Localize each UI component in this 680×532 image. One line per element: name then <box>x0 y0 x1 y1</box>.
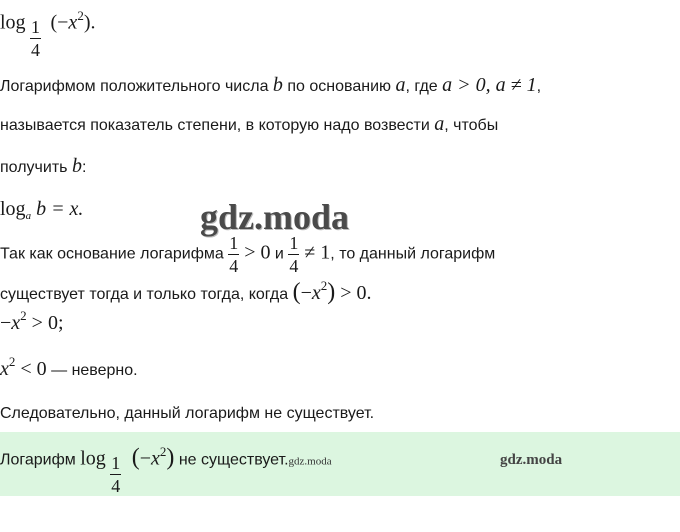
answer-line: Логарифм log $\frac{1}{4}$ $(-x^2)$ не существует.gdz.moda <box>0 443 332 496</box>
definition-line-2: называется показатель степени, в которую надо возвести a, чтобы <box>0 113 499 135</box>
base-fraction: $\frac{1}{4}$ <box>289 233 299 276</box>
conclusion-text: Следовательно, данный логарифм не существует. <box>0 405 375 422</box>
definition-formula: $\log_a b = x$. <box>0 198 84 222</box>
inequality-false: $x^2 < 0$ — неверно. <box>0 354 138 380</box>
definition-line-1: Логарифмом положительного числа b по основанию a, где a > 0, a ≠ 1, <box>0 74 542 96</box>
log-word: log <box>0 11 26 34</box>
reasoning-line-2: существует тогда и только тогда, когда $(-x^2) > 0$. <box>0 278 372 305</box>
task-expression: log $\frac{1}{4}$ $(-x^2)$. <box>0 7 96 60</box>
reasoning-line-1: Так как основание логарифма $\frac{1}{4}$ > 0 и $\frac{1}{4}$ ≠ 1, то данный логарифм <box>0 233 496 276</box>
base-fraction: $\frac{1}{4}$ <box>31 17 41 60</box>
watermark-small-inline: gdz.moda <box>288 455 332 468</box>
inequality-negative: $-x^2 > 0$; <box>0 308 64 334</box>
answer-box <box>0 432 680 496</box>
base-fraction: $\frac{1}{4}$ <box>111 453 121 496</box>
watermark-small: gdz.moda <box>500 452 563 468</box>
definition-line-3: получить b: <box>0 155 87 177</box>
watermark-main: gdz.moda <box>200 197 350 237</box>
base-fraction: $\frac{1}{4}$ <box>229 233 239 276</box>
